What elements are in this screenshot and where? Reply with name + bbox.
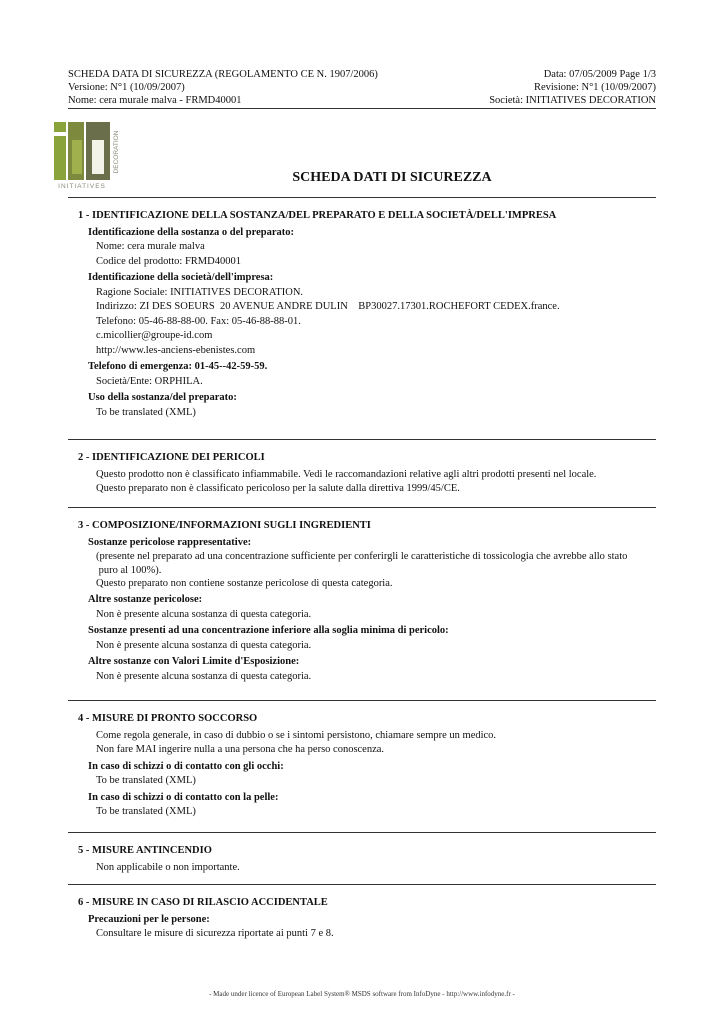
section-2 [78,451,658,497]
section-2-title: 2 - IDENTIFICAZIONE DEI PERICOLI [78,452,265,463]
section-1-title: 1 - IDENTIFICAZIONE DELLA SOSTANZA/DEL PREPARATO E DELLA SOCIETÀ/DELL'IMPRESA [78,210,557,221]
text-line: Consultare le misure di sicurezza riportate ai punti 7 e 8. [96,928,334,939]
section-6-title: 6 - MISURE IN CASO DI RILASCIO ACCIDENTALE [78,897,328,908]
section-3 [78,519,658,684]
header-version: Versione: N°1 (10/09/2007) [68,82,185,93]
subheading: Identificazione della sostanza o del preparato: [88,226,295,238]
header-product-name: Nome: cera murale malva - FRMD40001 [68,95,242,106]
text-line: To be translated (XML) [96,406,196,418]
text-line: Ragione Sociale: INITIATIVES DECORATION. [96,286,304,298]
page-header [68,68,656,107]
text-line: Non è presente alcuna sostanza di questa categoria. [96,670,312,682]
text-line: Telefono: 05-46-88-88-00. Fax: 05-46-88-88-01. [96,315,301,327]
text-line: puro al 100%). [96,564,162,576]
section-divider [68,439,656,440]
section-6 [78,896,658,942]
header-revision: Revisione: N°1 (10/09/2007) [533,82,656,93]
website-link[interactable]: http://www.les-anciens-ebenistes.com [96,344,256,356]
text-line: Come regola generale, in caso di dubbio o se i sintomi persistono, chiamare sempre un medico. [96,729,497,741]
header-company: Società: INITIATIVES DECORATION [489,95,656,106]
section-divider [68,884,656,885]
subheading: Sostanze presenti ad una concentrazione inferiore alla soglia minima di pericolo: [88,625,449,636]
email-link[interactable]: c.micollier@groupe-id.com [96,330,213,341]
text-line: Non applicabile o non importante. [96,861,240,873]
section-4 [78,712,658,820]
text-line: Non è presente alcuna sostanza di questa categoria. [96,608,312,620]
text-line: Nome: cera murale malva [96,241,205,252]
text-line: (presente nel preparato ad una concentrazione sufficiente per conferirgli le caratteristiche di tossicologia che avrebbe allo stato [96,551,628,562]
subheading: Precauzioni per le persone: [88,913,210,925]
section-divider [68,700,656,701]
section-divider [68,507,656,508]
subheading: Uso della sostanza/del preparato: [88,392,237,403]
section-5 [78,844,658,875]
text-line: Codice del prodotto: FRMD40001 [96,255,241,267]
text-line: Non è presente alcuna sostanza di questa categoria. [96,639,312,651]
subheading: Identificazione della società/dell'impresa: [88,272,274,283]
section-3-title: 3 - COMPOSIZIONE/INFORMAZIONI SUGLI INGREDIENTI [78,520,371,531]
text-line: Questo preparato non è classificato pericoloso per la salute dalla direttiva 1999/45/CE. [96,483,460,494]
text-line: Indirizzo: ZI DES SOEURS 20 AVENUE ANDRE DULIN BP30027.17301.ROCHEFORT CEDEX.france. [96,301,560,312]
section-1 [78,209,658,420]
text-line: To be translated (XML) [96,775,196,786]
svg-text:DECORATION: DECORATION [113,130,120,174]
header-title: SCHEDA DATA DI SICUREZZA (REGOLAMENTO CE N. 1907/2006) [68,69,378,80]
section-4-title: 4 - MISURE DI PRONTO SOCCORSO [78,713,258,724]
subheading: Altre sostanze con Valori Limite d'Esposizione: [88,656,300,667]
text-line: Questo prodotto non è classificato infiammabile. Vedi le raccomandazioni relative agli altri prodotti presenti nel locale. [96,468,597,480]
text-line: Non fare MAI ingerire nulla a una persona che ha perso conoscenza. [96,744,385,755]
title-divider [68,197,656,198]
document-title: SCHEDA DATI DI SICUREZZA [292,170,492,185]
text-line: Società/Ente: ORPHILA. [96,375,203,387]
subheading: In caso di schizzi o di contatto con la pelle: [88,791,279,803]
section-5-title: 5 - MISURE ANTINCENDIO [78,845,212,856]
subheading: Altre sostanze pericolose: [88,594,203,605]
text-line: Questo preparato non contiene sostanze pericolose di questa categoria. [96,577,393,589]
subheading: Telefono di emergenza: 01-45--42-59-59. [88,361,268,372]
header-date: Data: 07/05/2009 Page 1/3 [543,69,656,80]
section-divider [68,832,656,833]
subheading: Sostanze pericolose rappresentative: [88,536,252,548]
header-divider [68,108,656,109]
text-line: To be translated (XML) [96,806,196,817]
svg-text:INITIATIVES: INITIATIVES [58,183,106,190]
subheading: In caso di schizzi o di contatto con gli occhi: [88,760,284,772]
page-footer: - Made under licence of European Label System® MSDS software from InfoDyne - http://www.infodyne.fr - [209,990,515,998]
